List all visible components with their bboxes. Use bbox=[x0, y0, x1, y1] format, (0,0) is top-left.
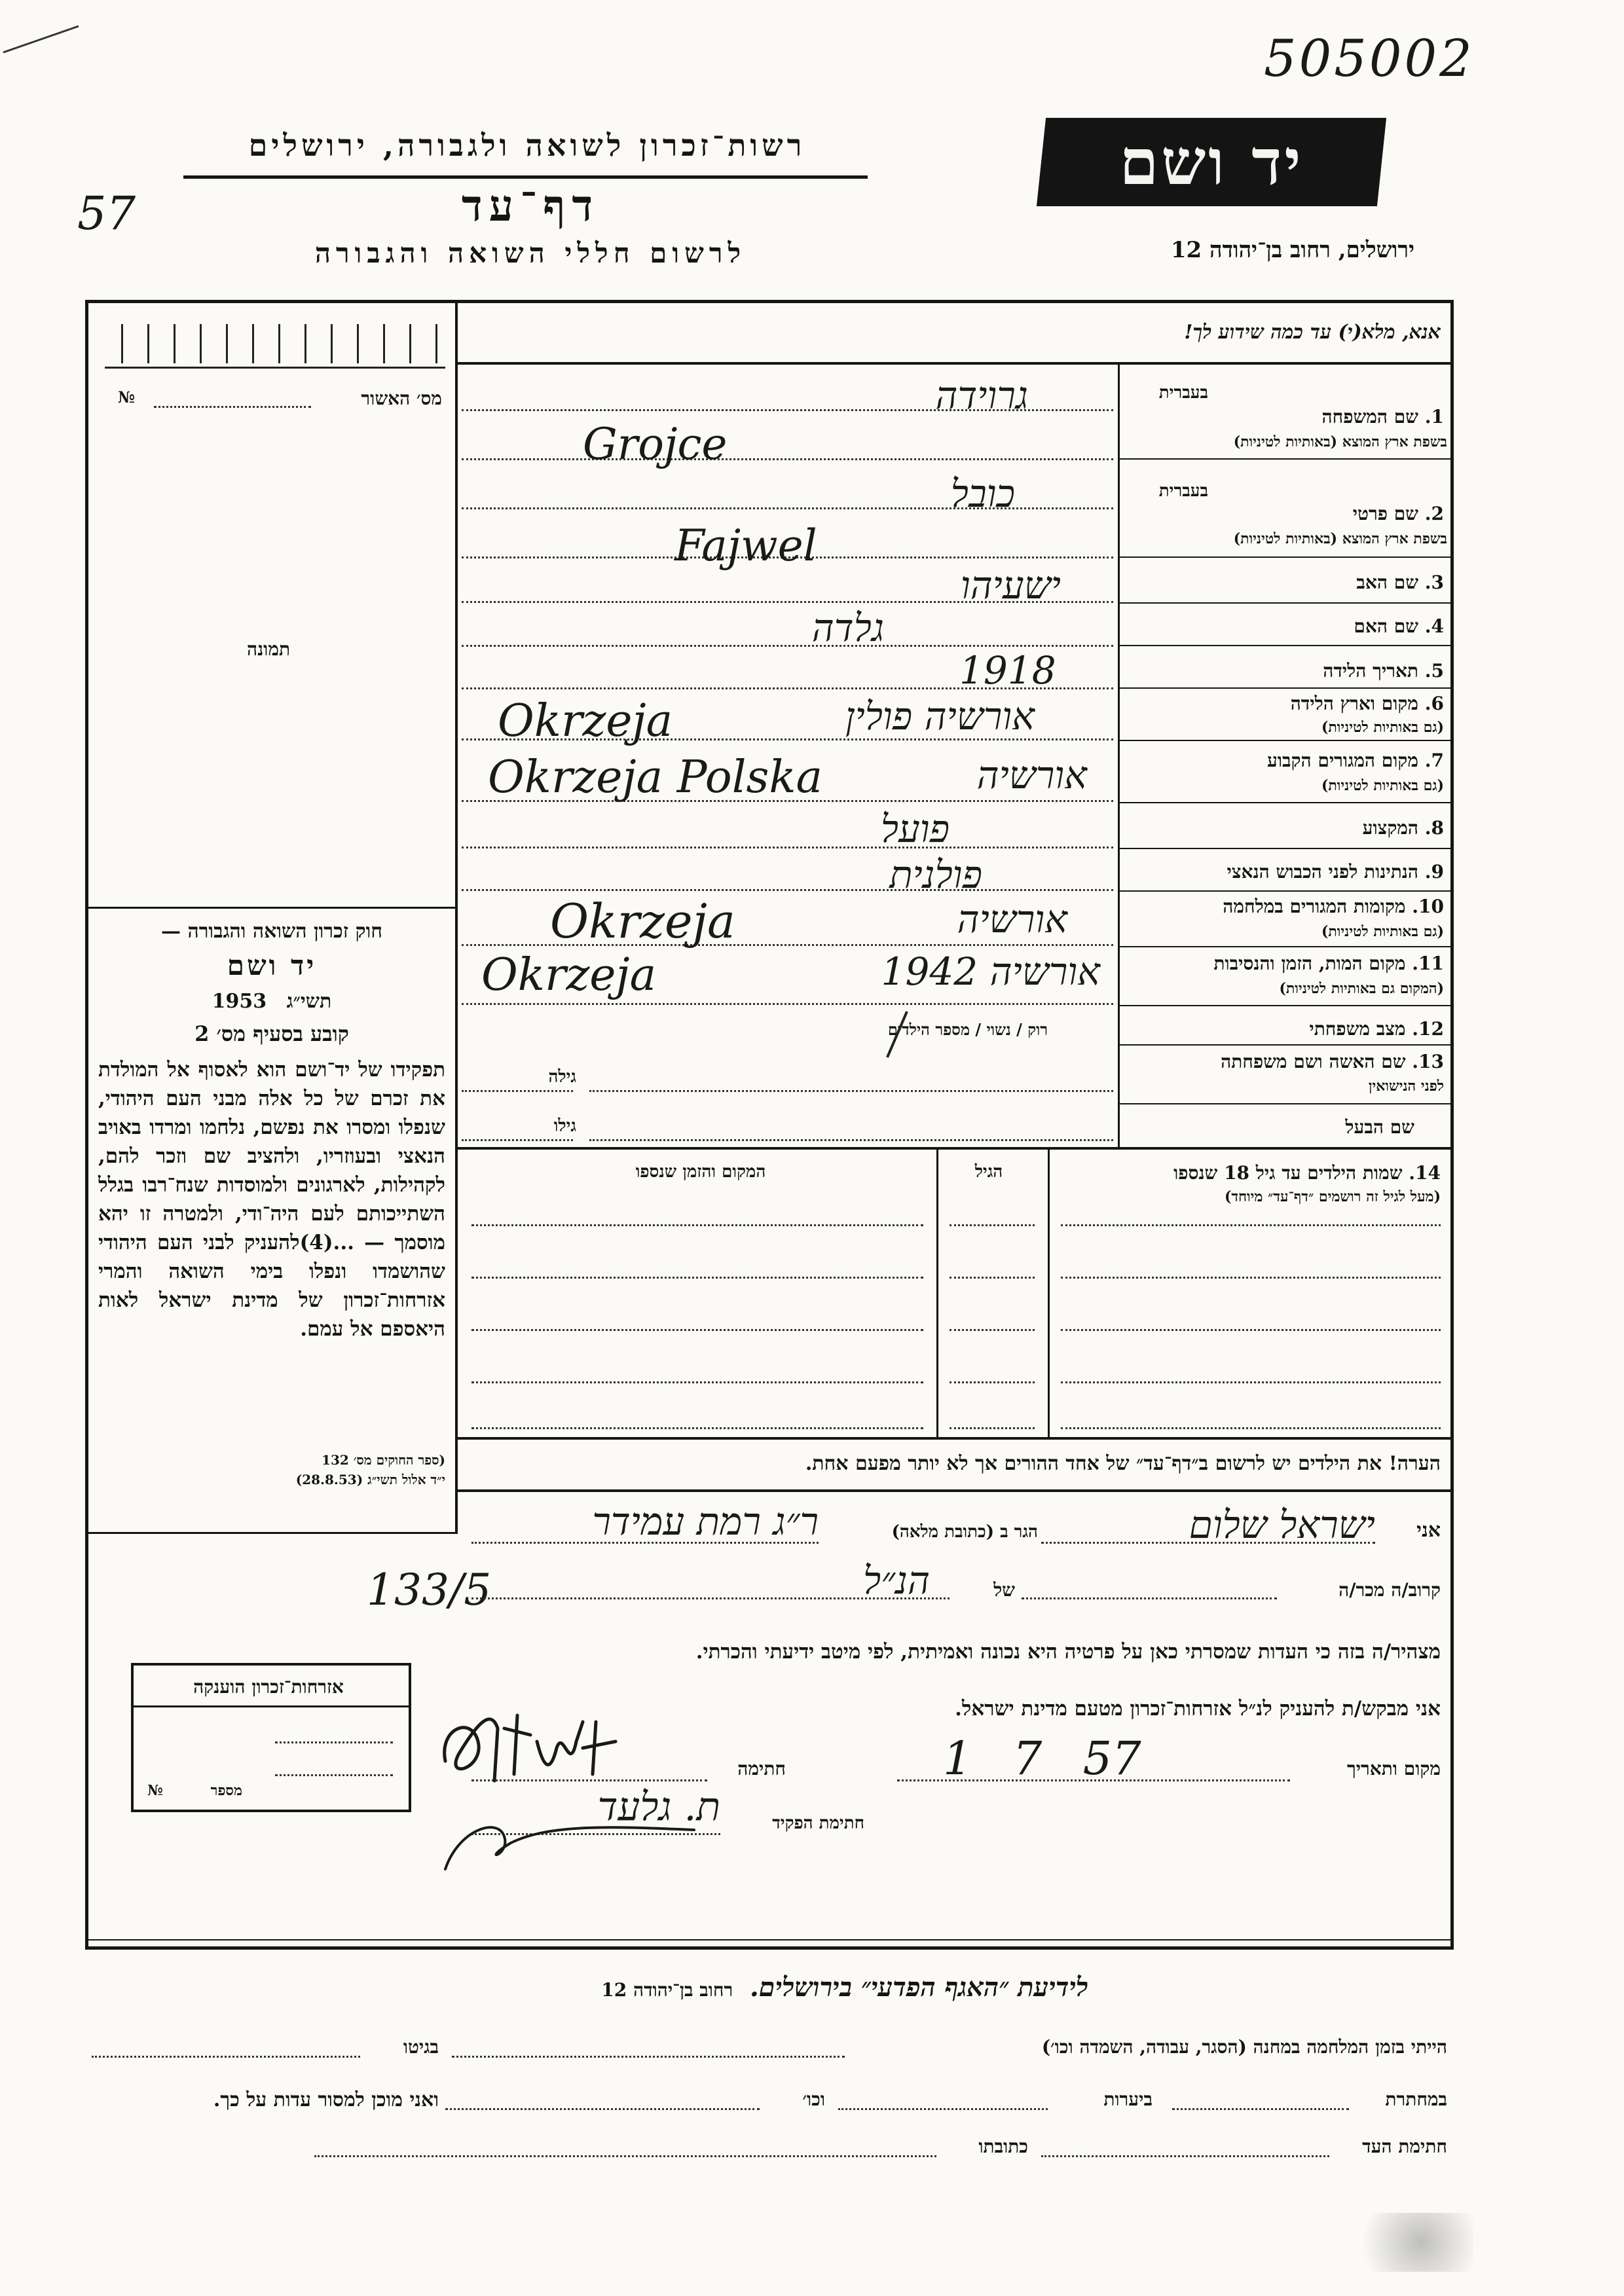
note: הערה! את הילדים יש לרשום ב״דף־עד״ של אחד ההורים אך לא יותר מפעם אחת. bbox=[805, 1452, 1441, 1475]
margin-note: 57 bbox=[77, 187, 136, 240]
field-1-tag: בעברית bbox=[1158, 383, 1208, 403]
permit-number-line bbox=[154, 406, 311, 408]
father-name-value: ישעיהו bbox=[960, 563, 1061, 608]
footer-camp-line bbox=[452, 2056, 845, 2058]
field-1-label: 1. שם המשפחה bbox=[1321, 406, 1444, 428]
birth-date-value: 1918 bbox=[959, 648, 1056, 693]
frame-bottom bbox=[85, 1946, 1454, 1950]
footer-underground-line bbox=[1172, 2108, 1349, 2110]
signature-label: חתימה bbox=[737, 1758, 786, 1779]
law-box-bottom bbox=[88, 1532, 458, 1534]
footer-ghetto-label: בגיטו bbox=[403, 2036, 439, 2058]
resides-label: הגר ב (כתובת מלאה) bbox=[891, 1522, 1038, 1542]
frame-left bbox=[85, 300, 88, 1950]
footer-forests-line bbox=[838, 2108, 1048, 2110]
declarant-signature bbox=[432, 1702, 642, 1794]
birthplace-latin-value: Okrzeja bbox=[498, 695, 673, 747]
col-place-header: המקום והזמן שנספו bbox=[635, 1162, 766, 1182]
photo-label: תמונה bbox=[246, 638, 291, 660]
citizenship-no-mark: № bbox=[147, 1782, 163, 1799]
footer-underground-label: במחתרת bbox=[1385, 2088, 1447, 2110]
death-place-value: אורשיה 1942 bbox=[881, 949, 1100, 994]
field-7-label: 7. מקום המגורים הקבוע bbox=[1267, 750, 1444, 771]
declaration-text: מצהיר/ה בזה כי העדות שמסרתי כאן על פרטיה היא נכונה ואמיתית, לפי מיטב ידיעתי והכרתי. bbox=[695, 1640, 1441, 1664]
frame-bottom-inner bbox=[85, 1939, 1454, 1941]
form-subtitle: לרשום חללי השואה והגבורה bbox=[314, 237, 747, 269]
relation-value: הנ״ל bbox=[862, 1558, 930, 1603]
marital-status-mark bbox=[877, 1008, 917, 1061]
field-5-label: 5. תאריך הלידה bbox=[1323, 660, 1444, 682]
footer-forests-label: ביערות bbox=[1103, 2088, 1153, 2110]
nationality-value: פולנית bbox=[889, 852, 982, 897]
field-7-sub: (גם באותיות לטיניות) bbox=[1321, 777, 1444, 794]
footer-witness-signature-label: חתימת העד bbox=[1362, 2136, 1447, 2157]
field-10-label: 10. מקומות המגורים במלחמה bbox=[1223, 896, 1444, 917]
side-divider bbox=[455, 300, 458, 1534]
profession-value: פועל bbox=[880, 807, 950, 851]
footer-camp-label: הייתי בזמן המלחמה במחנה (הסגר, עבודה, השמדה וכו׳) bbox=[1041, 2036, 1447, 2058]
law-clause: קובע בסעיף מס׳ 2 bbox=[194, 1021, 349, 1046]
of-label: של bbox=[993, 1579, 1015, 1601]
footer-etc-line bbox=[445, 2108, 760, 2110]
place-date-label: מקום ותאריך bbox=[1346, 1758, 1441, 1779]
institution-name: רשות־זכרון לשואה ולגבורה, ירושלים bbox=[248, 128, 806, 163]
footer-etc-label: וכו׳ bbox=[802, 2088, 825, 2110]
surname-hebrew-value: גרוידה bbox=[935, 373, 1028, 418]
relative-line bbox=[1022, 1597, 1277, 1599]
footer-witness-signature-line bbox=[1041, 2155, 1329, 2157]
frame-right bbox=[1450, 300, 1454, 1950]
wife-age-label: גילה bbox=[548, 1067, 576, 1087]
header-address: ירושלים, רחוב בן־יהודה 12 bbox=[1170, 237, 1414, 263]
form-title: דף־עד bbox=[461, 180, 600, 231]
footer-title-row bbox=[498, 1972, 1192, 2003]
request-text: אני מבקש/ת להעניק לנ״ל אזרחות־זכרון מטעם מדינת ישראל. bbox=[955, 1697, 1441, 1721]
logo-text: יד ושם bbox=[1119, 125, 1304, 199]
footer-ghetto-line bbox=[92, 2056, 360, 2058]
field-11-sub: (המקום גם באותיות לטיניות) bbox=[1279, 980, 1444, 997]
firstname-hebrew-value: כובל bbox=[950, 471, 1015, 516]
stray-pen-mark bbox=[0, 20, 85, 46]
law-name: יד ושם bbox=[227, 949, 317, 981]
instruction-underline bbox=[458, 362, 1450, 365]
declarant-name-value: ישראל שלום bbox=[1189, 1503, 1375, 1547]
label-divider bbox=[1118, 363, 1120, 1149]
field-3-label: 3. שם האב bbox=[1356, 572, 1444, 593]
law-year: 1953 bbox=[212, 990, 267, 1013]
husband-label: שם הבעל bbox=[1345, 1116, 1414, 1138]
field-13-label: 13. שם האשה ושם משפחתה bbox=[1221, 1051, 1444, 1072]
field-2-tag: בעברית bbox=[1158, 481, 1208, 501]
citizenship-box-title: אזרחות־זכרון הוענקה bbox=[193, 1676, 344, 1698]
children-bottom bbox=[458, 1437, 1450, 1440]
field-12-options: רוק / נשוי / מספר הילדים bbox=[887, 1020, 1048, 1039]
permit-no-mark: № bbox=[118, 388, 136, 407]
field-2-sub: בשפת ארץ המוצא (באותיות לטיניות) bbox=[1233, 530, 1447, 547]
field-9-label: 9. הנתינות לפני הכבוש הנאצי bbox=[1227, 861, 1444, 883]
law-ref-2: י״ד אלול תשי״ג (28.8.53) bbox=[295, 1472, 445, 1487]
law-year-heb: תשי״ג bbox=[286, 990, 332, 1013]
note-bottom bbox=[458, 1489, 1450, 1492]
permit-number-label: מס׳ האשור bbox=[361, 388, 442, 409]
field-8-label: 8. המקצוע bbox=[1362, 817, 1444, 839]
birthplace-value: אורשיה פולין bbox=[845, 694, 1035, 738]
official-signature-stroke bbox=[419, 1804, 720, 1882]
field-13-sub: לפני הנישואין bbox=[1368, 1078, 1444, 1095]
field-4-label: 4. שם האם bbox=[1354, 615, 1444, 637]
children-sub: (מעל לגיל זה רושמים ״דף־עד״ מיוחד) bbox=[1224, 1188, 1441, 1205]
mother-name-value: גלדה bbox=[811, 606, 884, 650]
address-value: ר״ג רמת עמידר bbox=[592, 1499, 819, 1544]
wife-name-line bbox=[589, 1090, 1113, 1092]
field-12-label: 12. מצב משפחתי bbox=[1309, 1018, 1444, 1040]
children-label: 14. שמות הילדים עד גיל 18 שנספו bbox=[1173, 1162, 1441, 1184]
scan-noise bbox=[1342, 2213, 1473, 2272]
footer-title: לידיעת ״האגף הפדעי״ בירושלים. bbox=[749, 1972, 1088, 2003]
field-11-label: 11. מקום המות, הזמן והנסיבות bbox=[1213, 953, 1444, 974]
firstname-latin-value: Fajwel bbox=[674, 520, 817, 571]
law-ref-1: (ספר החוקים מס׳ 132 bbox=[322, 1452, 445, 1468]
law-title: חוק זכרון השואה והגבורה — bbox=[161, 920, 382, 943]
declarant-i-label: אני bbox=[1416, 1519, 1441, 1542]
footer-testify-label: ואני מוכן למסור עדות על כך. bbox=[213, 2088, 439, 2111]
residence-latin-value: Okrzeja Polska bbox=[488, 752, 823, 803]
residence-value: אורשיה bbox=[976, 753, 1087, 797]
footer-address-line bbox=[314, 2155, 936, 2157]
header-underline bbox=[183, 175, 868, 179]
surname-latin-value: Grojce bbox=[583, 419, 728, 469]
field-block-bottom bbox=[458, 1147, 1450, 1150]
field-2-label: 2. שם פרטי bbox=[1352, 503, 1444, 524]
footer-address: רחוב בן־יהודה 12 bbox=[601, 1979, 733, 2001]
instruction: אנא, מלא(י) עד כמה שידוע לך! bbox=[1184, 321, 1441, 344]
law-year-row bbox=[92, 990, 452, 1013]
relative-label: קרוב/ה מכר/ה bbox=[1338, 1579, 1441, 1601]
field-6-sub: (גם באותיות לטיניות) bbox=[1321, 719, 1444, 736]
husband-age-line bbox=[462, 1139, 573, 1141]
citizenship-number-label: מספר bbox=[210, 1782, 242, 1799]
field-10-sub: (גם באותיות לטיניות) bbox=[1321, 923, 1444, 940]
death-place-latin-value: Okrzeja bbox=[481, 949, 657, 1001]
date-value: 1 7 57 bbox=[943, 1732, 1141, 1785]
field-6-label: 6. מקום וארץ הלידה bbox=[1290, 693, 1444, 714]
husband-age-label: גילו bbox=[553, 1116, 576, 1136]
field-1-sub: בשפת ארץ המוצא (באותיות לטיניות) bbox=[1233, 433, 1447, 450]
id-number-boxes bbox=[105, 321, 445, 369]
yad-vashem-logo bbox=[1037, 118, 1386, 206]
footer-address-label: כתובתו bbox=[978, 2136, 1028, 2157]
law-text: תפקידו של יד־ושם הוא לאסוף אל המולדת את זכרם של כל אלה מבני העם היהודי, שנפלו ומסרו את נפשם, נלחמו ומרדו באויב הנאצי ובעוזריו, ולהציב שם וזכר להם, לקהילות, לארגונים ולמוסדות שנח־רבו בגלל השתייכותם לעם היה־ודי, ולמטרה זו יהא מוסמך — ...(4)להעניק לבני העם היהודי שהושמדו ונפלו בימי השואה והמרי אזרחות־זכרון של מדינת ישראל לאות היאספם אל עמם. bbox=[98, 1058, 445, 1341]
law-box-top bbox=[88, 907, 455, 909]
file-note: 133/5 bbox=[367, 1565, 492, 1615]
husband-name-line bbox=[589, 1139, 1113, 1141]
official-signature-value: ת. גלעד bbox=[597, 1784, 720, 1830]
wartime-residence-value: אורשיה bbox=[957, 897, 1067, 941]
frame-top bbox=[85, 300, 1454, 303]
col-age-header: הגיל bbox=[974, 1162, 1003, 1182]
official-signature-label: חתימת הפקיד bbox=[772, 1813, 864, 1833]
wife-age-line bbox=[462, 1090, 573, 1092]
wartime-residence-latin-value: Okrzeja bbox=[550, 894, 735, 949]
record-number: 505002 bbox=[1264, 29, 1475, 88]
